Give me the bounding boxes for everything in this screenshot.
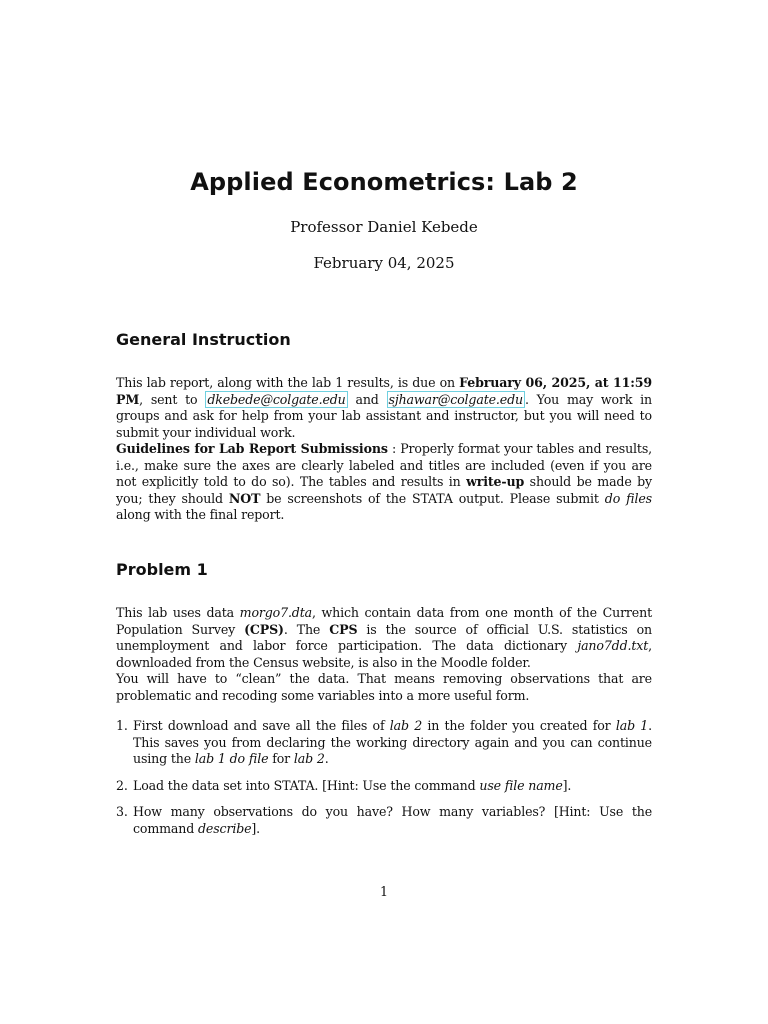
text: This lab uses data bbox=[116, 605, 240, 620]
list-item bbox=[116, 718, 652, 768]
emphasis: lab 1 do file bbox=[194, 751, 269, 766]
document-date: February 04, 2025 bbox=[313, 254, 455, 272]
problem-paragraph bbox=[116, 605, 652, 671]
text: and bbox=[347, 391, 387, 407]
text: . You may work in groups and ask for help from your lab assistant and instructor, but you will need to submit your individual work. bbox=[116, 391, 652, 440]
text: . bbox=[324, 751, 329, 766]
problem-1-list bbox=[116, 718, 652, 847]
emphasis: lab 1 bbox=[615, 718, 649, 733]
text: First download and save all the files of bbox=[133, 718, 390, 733]
emphasis: describe bbox=[198, 820, 252, 836]
dataset-name: morgo7.dta bbox=[239, 605, 312, 620]
emphasis: lab 2 bbox=[293, 751, 325, 766]
guidelines-label: Guidelines for Lab Report Submissions bbox=[116, 441, 388, 456]
text: is the source of official U.S. statistics on unemployment and labor force participation. The data dictionary bbox=[116, 621, 652, 653]
guidelines-paragraph bbox=[116, 441, 652, 524]
list-item bbox=[116, 778, 652, 795]
dictionary-name: jano7dd.txt bbox=[577, 638, 649, 653]
email-link-sjhawar[interactable]: sjhawar@colgate.edu bbox=[388, 391, 523, 407]
problem-paragraph-2: You will have to “clean” the data. That means removing observations that are problematic and recoding some variables into a more useful form. bbox=[116, 671, 652, 703]
list-number: 3. bbox=[116, 804, 128, 819]
emphasis: lab 2 bbox=[389, 718, 423, 733]
text: ]. bbox=[562, 777, 572, 793]
text: , sent to bbox=[139, 391, 206, 407]
general-instruction-section bbox=[116, 375, 652, 524]
due-date: February 06, 2025, at 11:59 PM bbox=[116, 375, 652, 407]
list-number: 1. bbox=[116, 718, 128, 733]
page-number: 1 bbox=[379, 884, 388, 899]
list-item bbox=[116, 804, 652, 837]
emphasis: NOT bbox=[228, 490, 261, 506]
text: along with the final report. bbox=[116, 507, 285, 522]
heading-general-instruction: General Instruction bbox=[116, 330, 291, 349]
document-title: Applied Econometrics: Lab 2 bbox=[190, 168, 578, 196]
text: This lab report, along with the lab 1 results, is due on bbox=[116, 375, 460, 390]
list-number: 2. bbox=[116, 777, 128, 793]
document-author: Professor Daniel Kebede bbox=[290, 218, 478, 236]
text: Load the data set into STATA. [Hint: Use the command bbox=[133, 777, 480, 793]
emphasis: do files bbox=[604, 490, 652, 506]
text: : Properly format your tables and results, i.e., make sure the axes are clearly labeled and titles are included (even if you are not explicitly told to do so). The tables and results in bbox=[116, 441, 652, 489]
text: , downloaded from the Census website, is also in the Moodle folder. bbox=[116, 638, 652, 670]
emphasis: write-up bbox=[466, 474, 525, 489]
heading-problem-1: Problem 1 bbox=[116, 560, 208, 579]
email-link-dkebede[interactable]: dkebede@colgate.edu bbox=[207, 391, 346, 407]
general-paragraph bbox=[116, 375, 652, 441]
text: be screenshots of the STATA output. Please submit bbox=[260, 490, 605, 506]
text: . This saves you from declaring the working directory again and you can continue using the bbox=[133, 718, 652, 766]
text: should be made by you; they should bbox=[116, 474, 652, 506]
emphasis: CPS bbox=[329, 621, 358, 637]
emphasis: use file name bbox=[479, 777, 563, 793]
text: for bbox=[268, 751, 294, 766]
emphasis: (CPS) bbox=[244, 621, 284, 637]
text: in the folder you created for bbox=[422, 718, 616, 733]
text: How many observations do you have? How many variables? [Hint: Use the command bbox=[133, 804, 652, 836]
text: , which contain data from one month of the Current Population Survey bbox=[116, 605, 652, 637]
problem-1-section bbox=[116, 605, 652, 704]
text: ]. bbox=[251, 820, 261, 836]
text: . The bbox=[283, 621, 330, 637]
